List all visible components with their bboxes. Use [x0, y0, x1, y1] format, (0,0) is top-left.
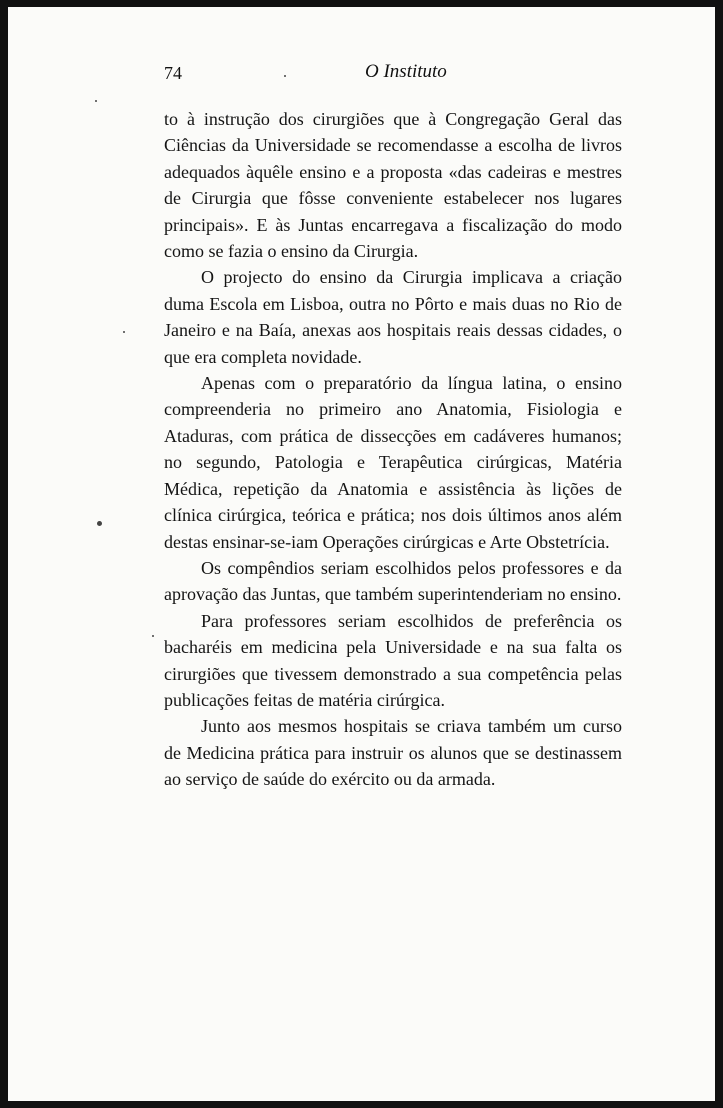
running-title: O Instituto	[365, 61, 447, 82]
page-number: 74	[164, 63, 182, 83]
paragraph-4: Os compêndios seriam escolhidos pelos professores e da aprovação das Juntas, que também superintenderiam no ensino.	[164, 557, 622, 605]
print-speck	[284, 75, 286, 77]
paragraph-3: Apenas com o preparatório da língua latina, o ensino compreenderia no primeiro ano Anatomia, Fisiologia e Ataduras, com prática de dissecções em cadáveres humanos; no segundo, Patologia e Terapêutica cirúrgicas, Matéria Médica, repetição da Anatomia e assistência às lições de clínica cirúrgica, teórica e prática; nos dois últimos anos além destas ensinar-se-iam Operações cirúrgicas e Arte Obstetrícia.	[164, 373, 622, 552]
print-speck	[97, 521, 102, 526]
print-speck	[152, 635, 154, 637]
paragraph-5: Para professores seriam escolhidos de preferência os bacharéis em medicina pela Universidade e na sua falta os cirurgiões que tivessem demonstrado a sua competência pelas publicações feitas de matéria cirúrgica.	[164, 610, 622, 710]
paragraph-1: to à instrução dos cirurgiões que à Congregação Geral das Ciências da Universidade se recomendasse a escolha de livros adequados àquêle ensino e a proposta «das cadeiras e mestres de Cirurgia que fôsse conveniente estabelecer nos lugares principais». E às Juntas encarregava a fiscalização do modo como se fazia o ensino da Cirurgia.	[164, 109, 622, 262]
print-speck	[123, 331, 125, 333]
print-speck	[95, 100, 97, 102]
paragraph-6: Junto aos mesmos hospitais se criava também um curso de Medicina prática para instruir os alunos que se destinassem ao serviço de saúde do exército ou da armada.	[164, 716, 622, 790]
page-header	[8, 59, 715, 89]
paragraph-2: O projecto do ensino da Cirurgia implicava a criação duma Escola em Lisboa, outra no Pôrto e mais duas no Rio de Janeiro e na Baía, anexas aos hospitais reais dessas cidades, o que era completa novidade.	[164, 267, 622, 367]
book-page	[8, 7, 715, 1101]
body-text	[164, 106, 622, 793]
